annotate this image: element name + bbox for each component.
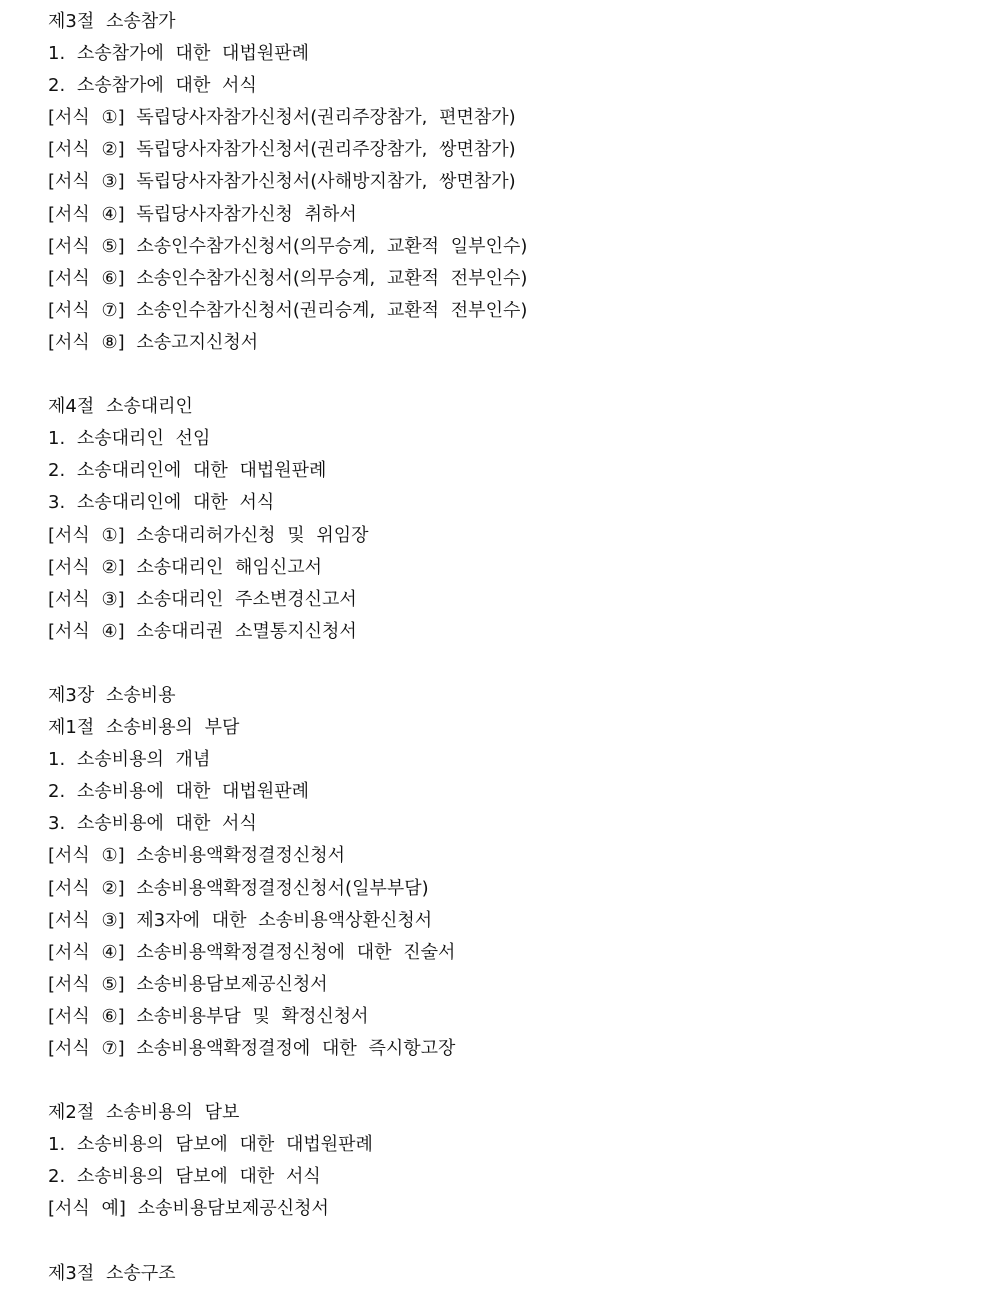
list-item: 2. 소송비용에 대한 대법원판례: [48, 781, 309, 803]
list-item: 1. 소송참가에 대한 대법원판례: [48, 43, 309, 65]
section-block: [48, 1258, 968, 1290]
block-spacer: [48, 648, 968, 680]
form-item: [서식 ⑧] 소송고지신청서: [48, 331, 259, 353]
list-item: 2. 소송참가에 대한 서식: [48, 75, 257, 97]
form-item: [서식 ②] 소송비용액확정결정신청서(일부부담): [48, 877, 429, 899]
form-item: [서식 ⑦] 소송인수참가신청서(권리승계, 교환적 전부인수): [48, 299, 528, 321]
list-item: 1. 소송비용의 개념: [48, 749, 211, 771]
chapter-heading: 제3장 소송비용: [48, 684, 176, 706]
list-item: 1. 소송비용의 담보에 대한 대법원판례: [48, 1134, 373, 1156]
form-item: [서식 예] 소송비용담보제공신청서: [48, 1198, 329, 1220]
form-item: [서식 ②] 소송대리인 해임신고서: [48, 556, 323, 578]
form-item: [서식 ⑤] 소송비용담보제공신청서: [48, 973, 328, 995]
form-item: [서식 ④] 소송비용액확정결정신청에 대한 진술서: [48, 941, 456, 963]
list-item: 2. 소송대리인에 대한 대법원판례: [48, 460, 327, 482]
form-item: [서식 ①] 소송비용액확정결정신청서: [48, 845, 346, 867]
section-heading: 제1절 소송비용의 부담: [48, 717, 240, 739]
list-item: 1. 소송대리인 선임: [48, 428, 211, 450]
form-item: [서식 ①] 독립당사자참가신청서(권리주장참가, 편면참가): [48, 107, 516, 129]
section-block: [48, 1097, 968, 1225]
list-item: 3. 소송비용에 대한 서식: [48, 813, 257, 835]
form-item: [서식 ⑥] 소송인수참가신청서(의무승계, 교환적 전부인수): [48, 267, 528, 289]
block-spacer: [48, 1065, 968, 1097]
form-item: [서식 ①] 소송대리허가신청 및 위임장: [48, 524, 369, 546]
form-item: [서식 ③] 독립당사자참가신청서(사해방지참가, 쌍면참가): [48, 171, 516, 193]
form-item: [서식 ④] 소송대리권 소멸통지신청서: [48, 620, 357, 642]
form-item: [서식 ②] 독립당사자참가신청서(권리주장참가, 쌍면참가): [48, 139, 516, 161]
form-item: [서식 ③] 소송대리인 주소변경신고서: [48, 588, 357, 610]
block-spacer: [48, 359, 968, 391]
form-item: [서식 ⑥] 소송비용부담 및 확정신청서: [48, 1005, 369, 1027]
section-heading: 제2절 소송비용의 담보: [48, 1102, 240, 1124]
section-heading: 제3절 소송참가: [48, 11, 176, 32]
block-spacer: [48, 1226, 968, 1258]
section-block: [48, 680, 968, 1065]
section-block: [48, 391, 968, 648]
section-heading: 제3절 소송구조: [48, 1262, 176, 1284]
list-item: 2. 소송비용의 담보에 대한 서식: [48, 1166, 321, 1188]
section-block: [48, 6, 968, 359]
form-item: [서식 ③] 제3자에 대한 소송비용액상환신청서: [48, 909, 433, 931]
list-item: 3. 소송대리인에 대한 서식: [48, 492, 275, 514]
form-item: [서식 ⑤] 소송인수참가신청서(의무승계, 교환적 일부인수): [48, 235, 528, 257]
document-body: [48, 6, 968, 1290]
form-item: [서식 ④] 독립당사자참가신청 취하서: [48, 203, 357, 225]
section-heading: 제4절 소송대리인: [48, 396, 193, 418]
form-item: [서식 ⑦] 소송비용액확정결정에 대한 즉시항고장: [48, 1038, 456, 1059]
